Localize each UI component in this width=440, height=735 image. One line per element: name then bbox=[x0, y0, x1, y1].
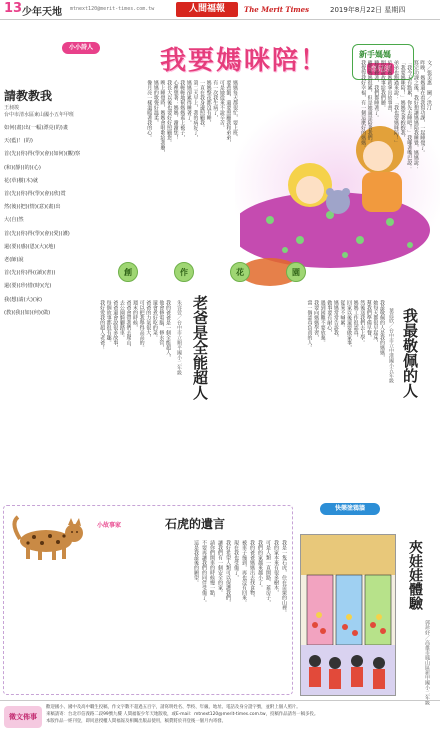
story-column: 晚上睡覺時，媽媽會唱歌給我聽， bbox=[159, 80, 166, 155]
guideline-line: 來稿請寄：台北市信義路二段99號九樓 人間福報少年天地版收，或E-mail：mtnext120@merit-times.com.tw，投稿作品請勿一稿多投。 bbox=[46, 712, 319, 717]
article-column: 去公園騎腳踏車。 bbox=[118, 300, 125, 340]
poem-line: 花(草)樹(木)就 bbox=[4, 177, 39, 184]
article-column: 當一個認真負責的人。 bbox=[306, 300, 313, 350]
article-column: 從來不喊累。 bbox=[339, 300, 346, 330]
poem-line: 天(藍)！(的) bbox=[4, 138, 33, 145]
story-column: 媽媽的歌聲好溫柔， bbox=[152, 80, 159, 125]
feature-story-body bbox=[320, 60, 432, 220]
story-tag: 小故事家 bbox=[97, 522, 122, 529]
story-column: 讓我們有一個安全的家。 bbox=[217, 540, 223, 595]
article-column: 週末的時候， bbox=[132, 300, 139, 330]
drawing-author: 郭珍妤／高雄市鳳山區新甲國小二年級 bbox=[424, 620, 430, 705]
story-column: 可是她從來不說辛苦。 bbox=[218, 80, 225, 130]
poem-line: 然(後)(把)(情)(意)(畫)出 bbox=[4, 204, 61, 211]
story-column: 一直在我身邊照顧我。 bbox=[199, 80, 206, 130]
poem-line: (教)(我)(如)(何)(做) bbox=[4, 309, 51, 316]
story-column: 弟弟也跑過來說：「我也要媽咪陪！」 bbox=[393, 60, 400, 145]
article-column: 遇到困難不要放棄。 bbox=[319, 300, 326, 345]
poem-line: (和)(靜)(的)(心) bbox=[4, 164, 41, 171]
story-body bbox=[10, 540, 288, 690]
story-column: 請你們開車的時候慢一點， bbox=[209, 540, 215, 600]
article-title: 老爸是全能超人 bbox=[191, 295, 209, 400]
page-number: 13 bbox=[4, 1, 23, 16]
poem-line: 我(想)請(大)(家) bbox=[4, 296, 43, 303]
story-column: 寫完功課之後，我好想讓媽媽陪我睡覺，媽媽說： bbox=[412, 60, 419, 170]
submission-guidelines bbox=[46, 704, 436, 725]
story-title: 石虎的遺言 bbox=[165, 517, 226, 531]
article-column: 還會煮好吃的菜。 bbox=[151, 300, 158, 340]
guideline-line: 歡迎國小、國中及高中職生投稿，作文字數不超過五百字，請寫明姓名、學校、年級、地址、電話及身分證字號，並附上個人照片。 bbox=[46, 705, 301, 710]
article-column: 他會修電腦、修水管， bbox=[158, 300, 165, 350]
story-column: 雖然媽媽很累，但是她還是陪著我們。 bbox=[366, 60, 373, 145]
story-column: 文／張美惠 圖／洪汀 bbox=[426, 60, 432, 110]
story-column: 可是人類一直開路、蓋房子， bbox=[265, 540, 271, 605]
article-column: 我的爸爸是一個全能超人， bbox=[165, 300, 171, 360]
story-column: 我是一隻石虎，住在苗栗的山裡。 bbox=[281, 540, 287, 615]
poem-line: 大(自)然 bbox=[4, 217, 24, 224]
divider-bubble: 作 bbox=[174, 262, 194, 282]
article-body bbox=[230, 300, 385, 490]
article-column: 每個故事都很有趣。 bbox=[105, 300, 112, 345]
article-column: 我最敬佩的人是我的媽媽， bbox=[379, 300, 385, 360]
story-column: 我覺得我好幸福，有一個這麼好的媽媽。 bbox=[360, 60, 367, 150]
child-drawing bbox=[300, 534, 396, 696]
story-column: 開始說故事給我們聽。 bbox=[379, 60, 386, 110]
story-column: 不要再讓我們的同伴受傷了。 bbox=[201, 540, 207, 605]
divider-bubble: 創 bbox=[118, 262, 138, 282]
story-column: 我輕輕地幫媽媽蓋上被子， bbox=[179, 80, 186, 140]
story-column: 我們的家越來越小了。 bbox=[257, 540, 263, 590]
parenting-label: 育兒經 bbox=[367, 63, 394, 75]
section-title: 少年天地 bbox=[22, 7, 62, 18]
article-column: 爸爸會帶我們去爬山、 bbox=[125, 300, 132, 350]
poem-line: 首(先)(你)得((讀)(書)) bbox=[4, 270, 56, 277]
story-column: 媽媽整夜都沒有睡， bbox=[205, 80, 212, 125]
section-email: mtnext120@merit-times.com.tw bbox=[70, 6, 155, 12]
article-column: 爸爸還會說很多故事， bbox=[112, 300, 119, 350]
poem-line: 首(先)(你)得(學)(會)(愛)(護) bbox=[4, 230, 70, 237]
poem-line: 還(要)(感)(恩)(大)(地) bbox=[4, 243, 56, 250]
call-for-submissions-badge: 徵文佈事 bbox=[4, 706, 42, 728]
poem-title: 請教教我 bbox=[4, 89, 53, 103]
story-column: 心裡想著：媽媽，謝謝您！ bbox=[172, 80, 179, 140]
story-column: 這是我最後的願望。 bbox=[193, 540, 199, 585]
story-column: 媽媽每天都很忙，要上班、 bbox=[232, 80, 238, 140]
article-column: 回家以後還要做家事， bbox=[346, 300, 353, 350]
article-body bbox=[6, 300, 171, 490]
story-column: 第二天早上，我的病好了， bbox=[192, 80, 199, 140]
article-column: 媽媽常常告訴我， bbox=[332, 300, 339, 340]
doodle-wall-tag: 快樂塗鴉牆 bbox=[320, 503, 380, 515]
story-column: 我長大以後也要好好照顧您。 bbox=[166, 80, 173, 145]
story-column: 「我要媽咪陪！」媽媽笑著抱抱我， bbox=[399, 60, 406, 140]
newspaper-logo-en: The Merit Times bbox=[244, 5, 310, 14]
new-mom-label: 新手媽媽 bbox=[359, 50, 391, 59]
poem-body bbox=[4, 124, 96, 322]
article-column: 可以把我舉得高高的。 bbox=[138, 300, 145, 350]
article-author: 葉晨欣／台中市立中港國小五年級 bbox=[388, 308, 394, 383]
article-column: 我好愛我的超人老爸！ bbox=[99, 300, 106, 350]
newspaper-logo: 人間福報 bbox=[176, 2, 238, 17]
guideline-line: 本版作品一經刊登，即同意授權人間福報及相關出版品使用，稿費將於刊登後一個月內寄發。 bbox=[46, 719, 227, 724]
story-column: 被車子撞到，再也沒有回來。 bbox=[241, 540, 247, 605]
story-column: 現在我也受傷了， bbox=[233, 540, 239, 580]
feature-story-continued bbox=[108, 80, 238, 240]
claw-machine-drawing bbox=[301, 535, 396, 696]
article-column: 爸爸的力氣很大， bbox=[145, 300, 152, 340]
poem-author bbox=[4, 105, 74, 119]
poem-line: 如何(畫)出(一幅)漂亮(的)畫 bbox=[4, 125, 69, 131]
issue-date: 2019年8月22日 星期四 bbox=[330, 6, 406, 14]
poem-line: 首(先)(你)得(學)(會)(欣)賞 bbox=[4, 191, 66, 198]
poem-author-school: 台中市清水區東山國小五年甲班 bbox=[4, 112, 75, 118]
story-column: 我的家本來有很多樹木， bbox=[273, 540, 279, 595]
story-column: 我好希望人類可以保護我們， bbox=[225, 540, 231, 605]
article-column: 我要向媽媽學習， bbox=[313, 300, 320, 340]
story-column: 於是媽媽就拿出故事書， bbox=[386, 60, 393, 115]
story-column: 媽媽卻累得睡著了。 bbox=[185, 80, 192, 125]
story-column: 「我今天有點累，你先去睡吧！」我嘟著嘴巴說： bbox=[406, 60, 413, 170]
story-column: 昨晚，媽媽還在看我寫功課，一起睡覺了。 bbox=[419, 60, 426, 155]
little-poet-tag: 小小詩人 bbox=[62, 42, 100, 54]
poem-line: 還(要)(珍)惜(時)(光) bbox=[4, 283, 52, 290]
feature-title: 我要媽咪陪！ bbox=[160, 46, 329, 76]
divider-bubble: 園 bbox=[286, 262, 306, 282]
drawing-title: 夾娃娃體驗 bbox=[407, 540, 423, 610]
poem-line: 老(師)說 bbox=[4, 257, 24, 264]
article-column: 然後送我們去上學。 bbox=[359, 300, 366, 345]
story-column: 有一次我生病了， bbox=[212, 80, 219, 120]
poem-author-name: 王昶竣 bbox=[4, 105, 20, 111]
article-column: 幫我們準備早餐， bbox=[365, 300, 372, 340]
story-column: 要煮飯、還要照顧我和弟弟， bbox=[225, 80, 232, 145]
article-column: 做事要有耐心， bbox=[326, 300, 333, 335]
article-column: 媽媽工作很認真， bbox=[352, 300, 359, 340]
page-header bbox=[0, 0, 440, 20]
story-column: 我的爸爸媽媽出去找食物， bbox=[249, 540, 255, 600]
creative-garden-divider bbox=[118, 262, 318, 290]
divider-bubble: 花 bbox=[230, 262, 250, 282]
article-column: 她每天都很早起床， bbox=[372, 300, 379, 345]
article-author: 朱容萱／台中市立順平國小二年級 bbox=[176, 300, 182, 375]
story-column: 聽著聽著，我們都睡著了。 bbox=[373, 60, 380, 120]
story-column: 像月亮一樣溫暖著我的心。 bbox=[146, 80, 153, 140]
poem-line: 首(先)(你)得(學)(會)(如何)(觀)察 bbox=[4, 151, 81, 158]
article-title: 我最敬佩的人 bbox=[401, 308, 419, 398]
